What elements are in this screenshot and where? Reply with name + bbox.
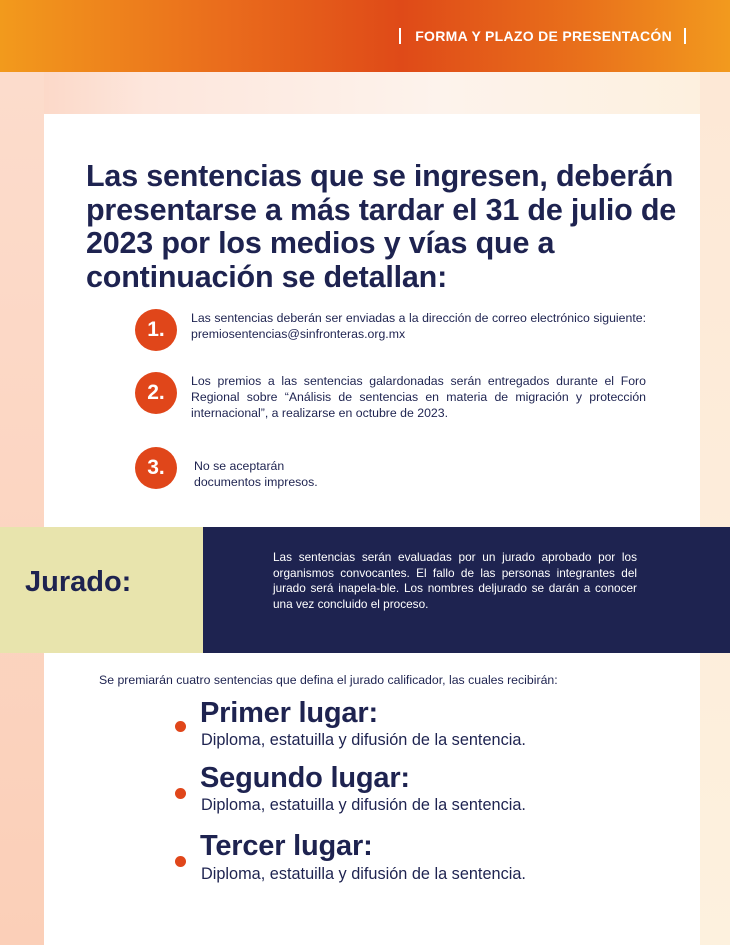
- prize-1-title: Primer lugar:: [200, 697, 378, 729]
- step-3-text-line-2: documentos impresos.: [194, 475, 318, 489]
- step-2-number: 2.: [135, 372, 177, 414]
- prize-2-bullet: [175, 788, 186, 799]
- step-1-number: 1.: [135, 309, 177, 351]
- prize-3-bullet: [175, 856, 186, 867]
- step-2-text: Los premios a las sentencias galardonadas serán entregados durante el Foro Regional sobre “Análisis de sentencias en materia de migración y protección internacional”, a realizarse en octubre de 2023.: [191, 374, 646, 420]
- prize-3-title: Tercer lugar:: [200, 830, 373, 862]
- step-3-text: [194, 458, 394, 490]
- section-title-text: FORMA Y PLAZO DE PRESENTACÓN: [415, 28, 672, 44]
- step-3-number: 3.: [135, 447, 177, 489]
- jurado-description: Las sentencias serán evaluadas por un jurado aprobado por los organismos convocantes. El fallo de las personas integrantes del jurado será inapela-ble. Los nombres deljurado se darán a conocer una vez concluido el proceso.: [273, 550, 637, 611]
- step-3-text-line-1: No se aceptarán: [194, 459, 285, 473]
- headline: Las sentencias que se ingresen, deberán presentarse a más tardar el 31 de julio de 2023 por los medios y vías que a continuación se detallan:: [86, 159, 677, 294]
- jurado-title: Jurado:: [25, 566, 132, 598]
- prize-1-description: Diploma, estatuilla y difusión de la sentencia.: [201, 731, 526, 749]
- title-divider-left: [399, 28, 401, 44]
- step-1-text: Las sentencias deberán ser enviadas a la dirección de correo electrónico siguiente: premiosentencias@sinfronteras.org.mx: [191, 311, 646, 341]
- prize-3-description: Diploma, estatuilla y difusión de la sentencia.: [201, 865, 526, 883]
- section-title: [399, 28, 686, 44]
- prize-2-description: Diploma, estatuilla y difusión de la sentencia.: [201, 796, 526, 814]
- prize-1-bullet: [175, 721, 186, 732]
- right-side-band: [700, 72, 730, 945]
- left-side-band: [0, 72, 44, 945]
- prizes-intro: Se premiarán cuatro sentencias que defina el jurado calificador, las cuales recibirán:: [99, 673, 558, 687]
- prize-2-title: Segundo lugar:: [200, 762, 410, 794]
- header-banner: [0, 0, 730, 72]
- title-divider-right: [684, 28, 686, 44]
